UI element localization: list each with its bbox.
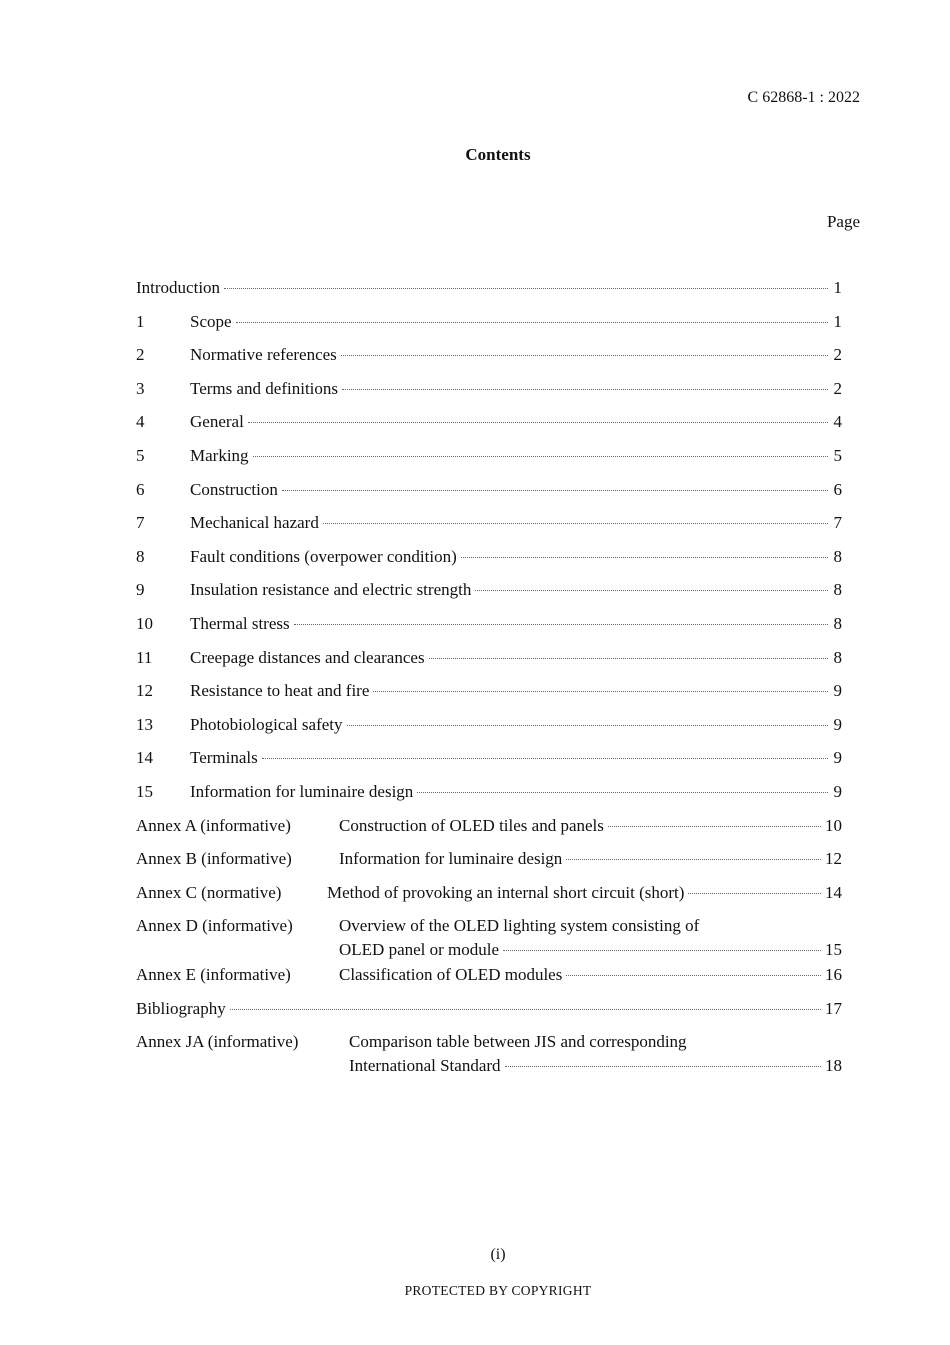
annex-page: 14 — [825, 882, 842, 902]
toc-annex-e[interactable] — [136, 963, 842, 997]
toc-entry-page: 5 — [833, 445, 842, 465]
dot-leader — [503, 949, 821, 951]
dot-leader — [341, 354, 828, 356]
toc-entry-title: Fault conditions (overpower condition) — [190, 546, 457, 566]
toc-entry-number: 11 — [136, 647, 153, 667]
toc-entry-number: 10 — [136, 613, 153, 633]
annex-label: Annex C (normative) — [136, 882, 282, 902]
dot-leader — [608, 825, 821, 827]
toc-entry-number: 6 — [136, 479, 145, 499]
dot-leader — [566, 858, 821, 860]
toc-entry-title: Creepage distances and clearances — [190, 647, 425, 667]
dot-leader — [566, 974, 821, 976]
annex-page: 15 — [825, 940, 842, 960]
toc-entry-title: Normative references — [190, 345, 337, 365]
toc-entry-10[interactable] — [136, 612, 842, 646]
annex-title: Construction of OLED tiles and panels — [339, 815, 604, 835]
annex-label: Annex B (informative) — [136, 849, 292, 869]
dot-leader — [282, 489, 828, 491]
toc-entry-8[interactable] — [136, 545, 842, 579]
page-title: Contents — [465, 145, 531, 164]
toc-entry-13[interactable] — [136, 713, 842, 747]
toc-entry-14[interactable] — [136, 746, 842, 780]
toc-entry-title: Terms and definitions — [190, 378, 339, 398]
annex-title-line2: OLED panel or module — [339, 940, 500, 960]
annex-title: Information for luminaire design — [339, 849, 563, 869]
toc-entry-page: 4 — [833, 412, 842, 432]
toc-entry-15[interactable] — [136, 780, 842, 814]
annex-title-line2: International Standard — [349, 1056, 501, 1076]
toc-entry-page: 2 — [833, 345, 842, 365]
toc-entry-title: Terminals — [190, 748, 258, 768]
toc-entry-title: Information for luminaire design — [190, 781, 414, 801]
annex-page: 10 — [825, 815, 842, 835]
dot-leader — [253, 455, 828, 457]
toc-entry-3[interactable] — [136, 377, 842, 411]
toc-entry-title: Photobiological safety — [190, 714, 343, 734]
bibliography-title: Bibliography — [136, 998, 226, 1018]
toc-entry-title: Thermal stress — [190, 613, 290, 633]
toc-entry-title: General — [190, 412, 244, 432]
dot-leader — [373, 690, 828, 692]
toc-entry-page: 8 — [833, 546, 842, 566]
toc-entry-number: 3 — [136, 378, 145, 398]
dot-leader — [248, 421, 828, 423]
toc-entry-page: 1 — [833, 311, 842, 331]
toc-entry-page: 9 — [833, 681, 842, 701]
toc-entry-page: 9 — [833, 748, 842, 768]
toc-annex-a[interactable] — [136, 814, 842, 848]
toc-entry-title: Marking — [190, 445, 249, 465]
toc-entry-number: 15 — [136, 781, 153, 801]
toc-entry-5[interactable] — [136, 444, 842, 478]
toc-entry-number: 1 — [136, 311, 145, 331]
dot-leader — [342, 388, 828, 390]
toc-entry-title: Construction — [190, 479, 278, 499]
toc-entry-page: 1 — [833, 278, 842, 297]
annex-title: Classification of OLED modules — [339, 965, 563, 985]
toc-entry-page: 8 — [833, 647, 842, 667]
toc-entry-6[interactable] — [136, 478, 842, 512]
dot-leader — [236, 321, 828, 323]
toc-entry-page: 8 — [833, 613, 842, 633]
dot-leader — [688, 892, 821, 894]
annex-page: 12 — [825, 849, 842, 869]
toc-entry-title: Introduction — [136, 278, 221, 297]
annex-label: Annex A (informative) — [136, 815, 291, 835]
annex-title: Method of provoking an internal short circuit (short) — [327, 882, 685, 902]
dot-leader — [294, 623, 828, 625]
annex-title-line1: Comparison table between JIS and corresponding — [349, 1032, 687, 1052]
dot-leader — [224, 287, 828, 289]
annex-page: 18 — [825, 1056, 842, 1076]
page-column-heading: Page — [826, 212, 860, 231]
toc-entry-page: 2 — [833, 378, 842, 398]
toc-entry-page: 7 — [833, 513, 842, 533]
toc-entry-page: 9 — [833, 781, 842, 801]
dot-leader — [505, 1065, 821, 1067]
dot-leader — [262, 757, 828, 759]
toc-annex-ja[interactable] — [136, 1030, 842, 1088]
toc-entry-9[interactable] — [136, 578, 842, 612]
toc-entry-number: 13 — [136, 714, 153, 734]
toc-entry-number: 14 — [136, 748, 153, 768]
copyright-notice: PROTECTED BY COPYRIGHT — [404, 1283, 592, 1298]
toc-entry-number: 4 — [136, 412, 145, 432]
annex-label: Annex D (informative) — [136, 916, 293, 936]
toc-entry-12[interactable] — [136, 679, 842, 713]
dot-leader — [461, 556, 828, 558]
dot-leader — [475, 589, 828, 591]
toc-entry-title: Mechanical hazard — [190, 513, 319, 533]
toc-entry-number: 8 — [136, 546, 145, 566]
toc-entry-number: 12 — [136, 681, 153, 701]
table-of-contents — [136, 276, 842, 1088]
toc-entry-title: Scope — [190, 311, 232, 331]
toc-entry-number: 9 — [136, 580, 145, 600]
bibliography-page: 17 — [825, 998, 842, 1018]
toc-annex-b[interactable] — [136, 847, 842, 881]
annex-label: Annex JA (informative) — [136, 1032, 299, 1052]
dot-leader — [417, 791, 828, 793]
toc-entry-page: 8 — [833, 580, 842, 600]
toc-entry-page: 9 — [833, 714, 842, 734]
toc-entry-1[interactable] — [136, 310, 842, 344]
dot-leader — [323, 522, 828, 524]
toc-entry-7[interactable] — [136, 511, 842, 545]
toc-entry-11[interactable] — [136, 646, 842, 680]
annex-page: 16 — [825, 965, 842, 985]
annex-title-line1: Overview of the OLED lighting system consisting of — [339, 916, 700, 936]
toc-entry-page: 6 — [833, 479, 842, 499]
page-folio: (i) — [490, 1246, 506, 1263]
dot-leader — [429, 657, 828, 659]
toc-entry-title: Resistance to heat and fire — [190, 681, 370, 701]
toc-bibliography[interactable] — [136, 997, 842, 1031]
toc-entry-number: 2 — [136, 345, 145, 365]
annex-label: Annex E (informative) — [136, 965, 291, 985]
toc-entry-number: 7 — [136, 513, 145, 533]
dot-leader — [230, 1008, 821, 1010]
toc-entry-title: Insulation resistance and electric strength — [190, 580, 472, 600]
toc-entry-number: 5 — [136, 445, 145, 465]
toc-entry-2[interactable] — [136, 343, 842, 377]
toc-entry-introduction[interactable] — [136, 276, 842, 310]
dot-leader — [347, 724, 828, 726]
toc-entry-4[interactable] — [136, 410, 842, 444]
toc-annex-c[interactable] — [136, 881, 842, 915]
document-id: C 62868-1 : 2022 — [747, 89, 860, 106]
